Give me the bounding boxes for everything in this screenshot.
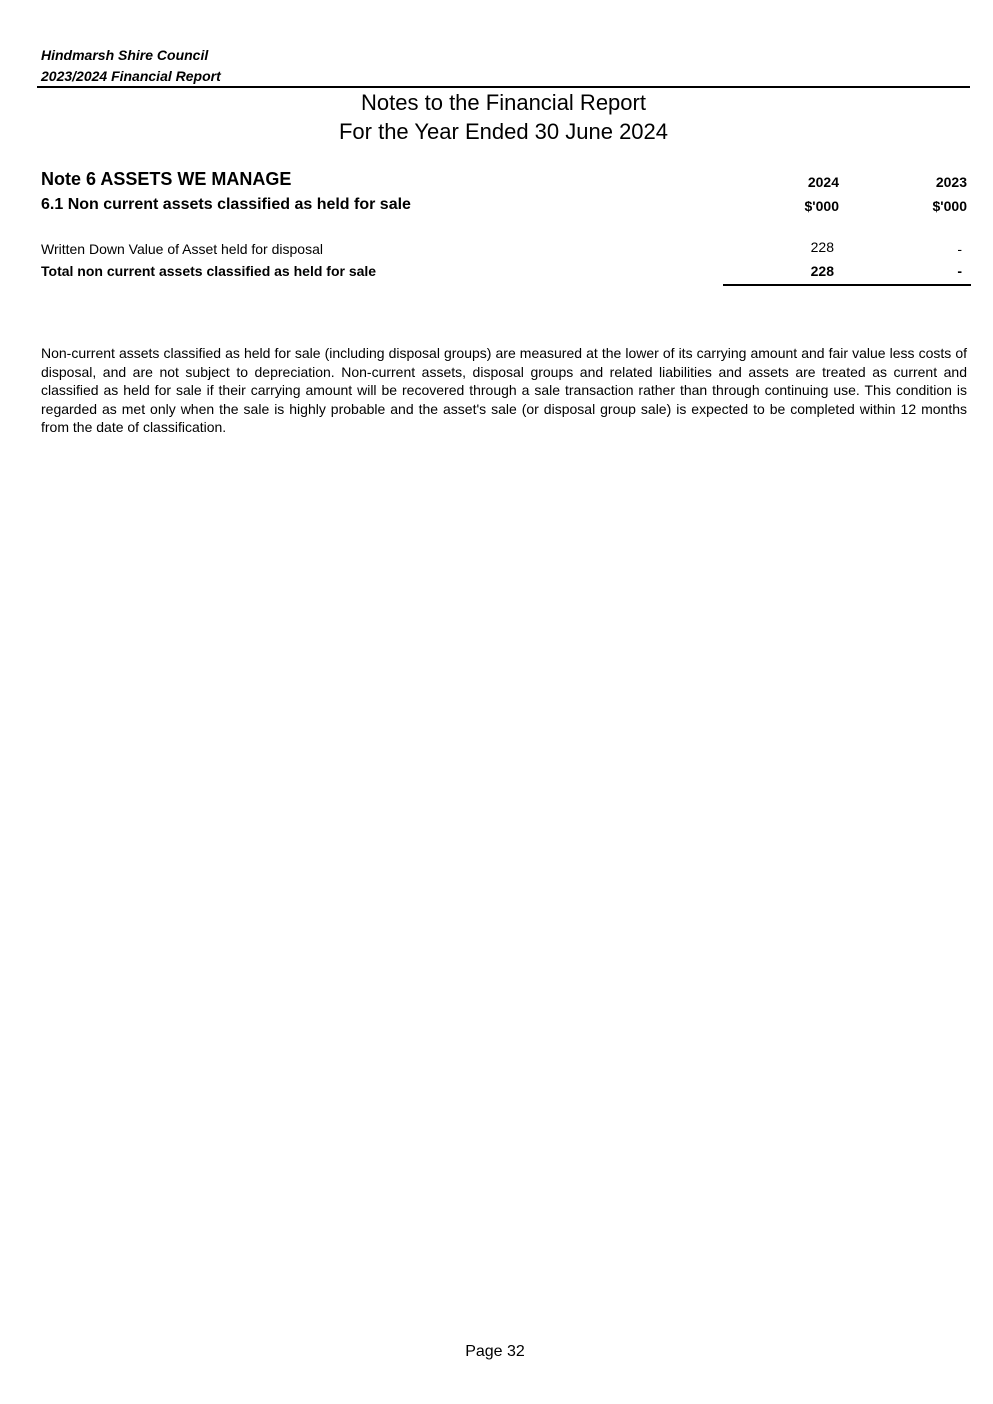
page-title: Notes to the Financial Report bbox=[361, 90, 646, 115]
total-row-value-2023: - bbox=[957, 263, 962, 279]
header-divider bbox=[37, 86, 970, 88]
page-number: Page 32 bbox=[465, 1343, 525, 1360]
total-underline bbox=[723, 284, 971, 286]
total-row-label: Total non current assets classified as held for sale bbox=[41, 263, 377, 279]
column-unit-2024: $'000 bbox=[804, 198, 839, 214]
note-heading: Note 6 ASSETS WE MANAGE bbox=[41, 169, 292, 189]
column-unit-2023: $'000 bbox=[932, 198, 967, 214]
note-subheading: 6.1 Non current assets classified as held for sale bbox=[41, 196, 411, 213]
column-header-2023: 2023 bbox=[935, 174, 967, 190]
report-name: 2023/2024 Financial Report bbox=[41, 68, 221, 84]
column-header-2024: 2024 bbox=[807, 174, 839, 190]
page-subtitle: For the Year Ended 30 June 2024 bbox=[338, 119, 669, 144]
table-row-value-2023: - bbox=[957, 241, 962, 257]
accounting-policy-paragraph: Non-current assets classified as held for sale (including disposal groups) are measured at the lower of its carrying amount and fair value less costs of disposal, and are not subject to depreciation. Non-current assets, disposal groups and related liabilities and assets are treated as current and classified as held for sale if their carrying amount will be recovered through a sale transaction rather than through continuing use. This condition is regarded as met only when the sale is highly probable and the asset's sale (or disposal group sale) is expected to be completed within 12 months from the date of classification. bbox=[41, 345, 967, 435]
total-row-value-2024: 228 bbox=[810, 263, 834, 279]
table-row-label: Written Down Value of Asset held for disposal bbox=[41, 241, 323, 257]
organisation-name: Hindmarsh Shire Council bbox=[41, 47, 209, 63]
table-row-value-2024: 228 bbox=[810, 239, 834, 255]
